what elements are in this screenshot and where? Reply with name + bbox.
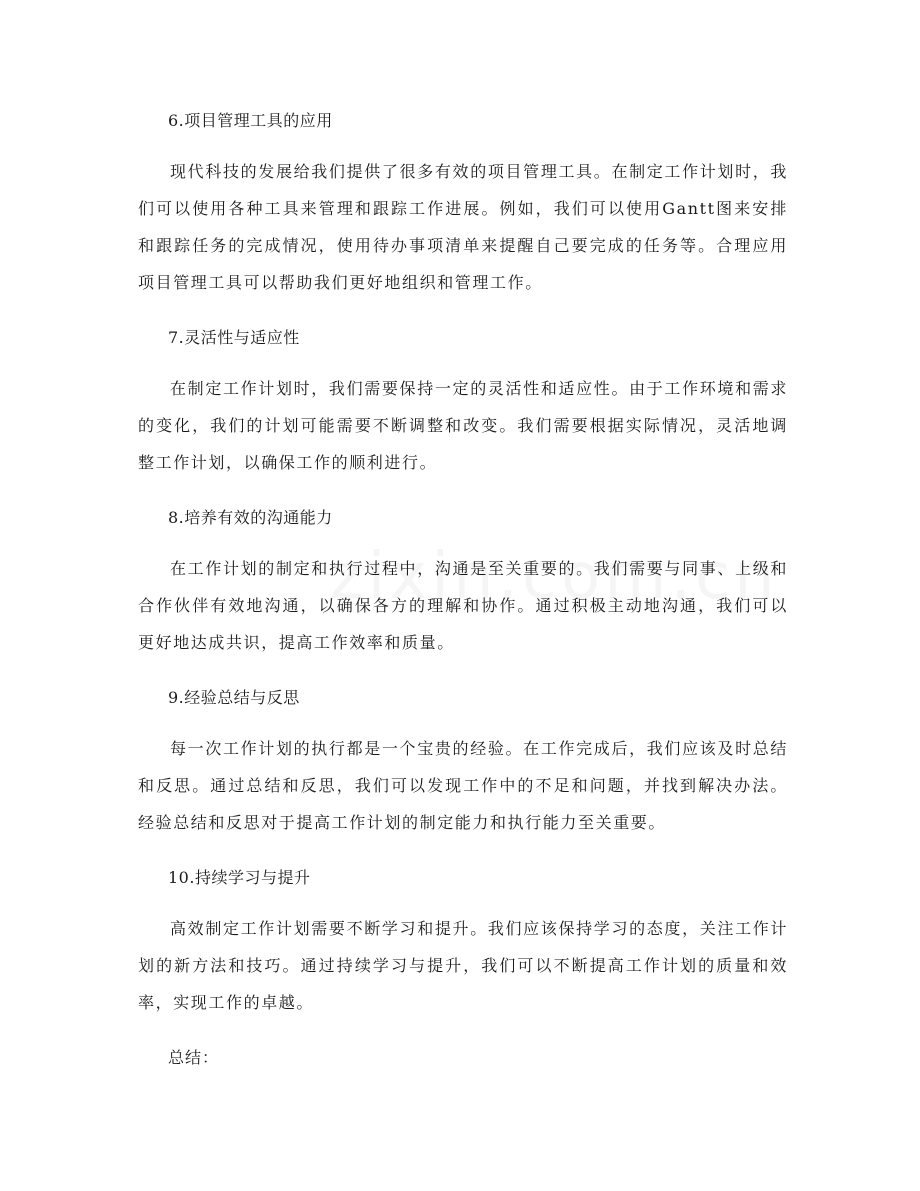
section-paragraph: 高效制定工作计划需要不断学习和提升。我们应该保持学习的态度，关注工作计划的新方法和技巧。通过持续学习与提升，我们可以不断提高工作计划的质量和效率，实现工作的卓越。 (138, 919, 788, 1012)
section-10 (138, 863, 788, 1021)
section-paragraph: 在制定工作计划时，我们需要保持一定的灵活性和适应性。由于工作环境和需求的变化，我们的计划可能需要不断调整和改变。我们需要根据实际情况，灵活地调整工作计划，以确保工作的顺利进行。 (138, 379, 788, 472)
section-heading: 7.灵活性与适应性 (168, 328, 300, 347)
document-content (138, 106, 788, 1073)
section-heading: 6.项目管理工具的应用 (168, 111, 333, 130)
section-7 (138, 323, 788, 481)
section-8 (138, 503, 788, 661)
section-paragraph: 每一次工作计划的执行都是一个宝贵的经验。在工作完成后，我们应该及时总结和反思。通过总结和反思，我们可以发现工作中的不足和问题，并找到解决办法。经验总结和反思对于提高工作计划的制定能力和执行能力至关重要。 (138, 739, 788, 832)
summary-label: 总结： (168, 1048, 220, 1067)
section-paragraph: 现代科技的发展给我们提供了很多有效的项目管理工具。在制定工作计划时，我们可以使用各种工具来管理和跟踪工作进展。例如，我们可以使用Gantt图来安排和跟踪任务的完成情况，使用待办事项清单来提醒自己要完成的任务等。合理应用项目管理工具可以帮助我们更好地组织和管理工作。 (138, 162, 788, 292)
section-heading: 10.持续学习与提升 (168, 868, 311, 887)
section-heading: 8.培养有效的沟通能力 (168, 508, 333, 527)
section-heading: 9.经验总结与反思 (168, 688, 300, 707)
section-6 (138, 106, 788, 301)
section-paragraph: 在工作计划的制定和执行过程中，沟通是至关重要的。我们需要与同事、上级和合作伙伴有效地沟通，以确保各方的理解和协作。通过积极主动地沟通，我们可以更好地达成共识，提高工作效率和质量。 (138, 559, 788, 652)
section-9 (138, 683, 788, 841)
